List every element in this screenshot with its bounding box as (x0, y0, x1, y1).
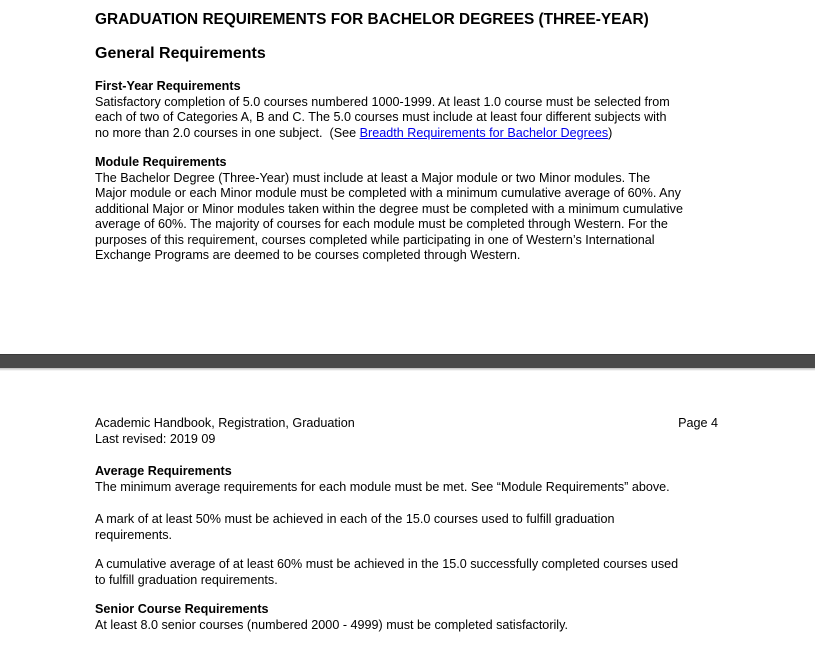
header-handbook-title: Academic Handbook, Registration, Graduation (95, 416, 355, 430)
page-separator (0, 354, 815, 368)
breadth-requirements-link[interactable]: Breadth Requirements for Bachelor Degrees (359, 125, 609, 140)
senior-heading: Senior Course Requirements (95, 602, 269, 616)
first-year-line-3-prefix: no more than 2.0 courses in one subject. (See (95, 125, 360, 140)
average-requirements-section (95, 464, 720, 495)
average-heading: Average Requirements (95, 464, 232, 478)
first-year-text (95, 95, 720, 142)
module-line-6: Exchange Programs are deemed to be courses completed through Western. (95, 248, 521, 262)
module-line-2: Major module or each Minor module must be completed with a minimum cumulative average of 60%. Any (95, 186, 681, 200)
first-year-heading: First-Year Requirements (95, 79, 241, 93)
mark-line-1: A mark of at least 50% must be achieved in each of the 15.0 courses used to fulfill graduation (95, 512, 615, 526)
average-text: The minimum average requirements for each module must be met. See “Module Requirements” above. (95, 479, 670, 494)
first-year-requirements-section (95, 79, 720, 141)
mark-line-2: requirements. (95, 527, 172, 542)
module-line-1: The Bachelor Degree (Three-Year) must include at least a Major module or two Minor modules. The (95, 170, 651, 185)
cumulative-line-1: A cumulative average of at least 60% must be achieved in the 15.0 successfully completed courses used (95, 557, 679, 571)
cumulative-average-paragraph (95, 557, 720, 588)
document-title: GRADUATION REQUIREMENTS FOR BACHELOR DEGREES (THREE-YEAR) (95, 11, 649, 28)
module-line-3: additional Major or Minor modules taken within the degree must be completed with a minimum cumulative (95, 201, 683, 216)
header-last-revised: Last revised: 2019 09 (95, 431, 216, 446)
module-line-5: purposes of this requirement, courses completed while participating in one of Western’s International (95, 232, 655, 247)
module-text (95, 171, 720, 264)
minimum-mark-paragraph (95, 512, 720, 543)
first-year-line-1: Satisfactory completion of 5.0 courses numbered 1000-1999. At least 1.0 course must be selected from (95, 94, 670, 109)
senior-course-requirements-section (95, 602, 720, 633)
section-title-general-requirements: General Requirements (95, 45, 266, 62)
module-requirements-section (95, 155, 720, 264)
first-year-line-3-suffix: ) (608, 125, 613, 140)
first-year-line-2: each of two of Categories A, B and C. The 5.0 courses must include at least four different subjects with (95, 110, 667, 124)
module-line-4: average of 60%. The majority of courses for each module must be completed through Western. For the (95, 217, 668, 231)
page-number: Page 4 (678, 416, 718, 430)
cumulative-line-2: to fulfill graduation requirements. (95, 572, 278, 587)
page-header (95, 416, 355, 447)
module-heading: Module Requirements (95, 155, 227, 169)
senior-text: At least 8.0 senior courses (numbered 2000 - 4999) must be completed satisfactorily. (95, 617, 568, 632)
document-page-2 (0, 371, 815, 647)
